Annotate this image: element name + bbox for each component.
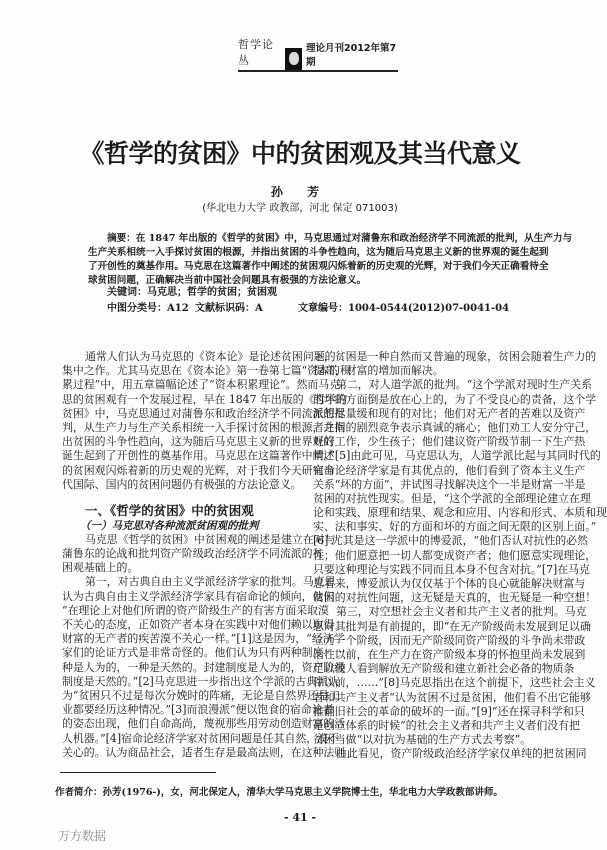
text-line: 宿命论经济学家是有其优点的，他们看到了资本主义生产 xyxy=(313,463,586,477)
paragraph xyxy=(62,532,336,576)
paragraph xyxy=(62,575,346,759)
text-line: 代国际、国内的贫困问题仍有极强的方法论意义。 xyxy=(62,477,302,491)
section-heading: 一、《哲学的贫困》中的贫困观 xyxy=(85,502,254,518)
text-line: 贫困》中，马克思通过对蒲鲁东和政治经济学不同流派的批 xyxy=(62,406,346,420)
text-line: 关心的。认为商品社会，适者生存是最高法则，在这种法则 xyxy=(62,745,346,759)
text-line: 实、法和事实、好的方面和坏的方面之间无限的区别上面。” xyxy=(313,520,597,534)
text-line: 马克思《哲学的贫困》中贫困观的阐述是建立在对与 xyxy=(85,532,336,546)
page-number: - 41 - xyxy=(283,811,317,824)
text-line: “在理论上对他们所谓的资产阶级生产的有害方面采取漠 xyxy=(62,603,329,617)
clc-number: 中图分类号：A12 xyxy=(107,303,189,314)
text-line: 财富的无产者的疾苦漠不关心一样。”[1]这是因为，“经济学 xyxy=(62,632,345,646)
paragraph xyxy=(313,350,597,378)
journal-logo-icon xyxy=(285,48,302,70)
document-code: 文献标识码：A xyxy=(195,303,263,314)
text-line: 为“贫困只不过是每次分娩时的阵痛，无论是自然界还是工 xyxy=(62,688,340,702)
text-line: 者之间的剧烈竞争表示真诚的痛心；他们劝工人安分守己， xyxy=(313,420,597,434)
text-line: 下，贫困是一种自然而又普遍的现象，贫困会随着生产力的 xyxy=(313,350,597,363)
keywords: 关键词：马克思；哲学的贫困；贫困观 xyxy=(107,287,277,298)
text-line: 思对其批判是有前提的，即“在无产阶级尚未发展到足以确 xyxy=(313,619,591,633)
text-line: 论和实践、原理和结果、观念和应用、内容和形式、本质和现 xyxy=(313,506,607,520)
text-line: 集中之作。尤其马克思在《资本论》第一卷第七篇“资本的积 xyxy=(62,364,351,378)
text-line: 人机器。”[4]宿命论经济学家对贫困问题是任其自然，漠不 xyxy=(62,731,339,745)
text-line: 种是人为的，一种是天然的。封建制度是人为的，资产阶级 xyxy=(62,660,346,674)
running-header xyxy=(238,38,398,72)
paper-title: 《哲学的贫困》中的贫困观及其当代意义 xyxy=(79,139,521,168)
text-line: 派想尽量缓和现有的对比；他们对无产者的苦难以及资产 xyxy=(313,406,586,420)
text-line: 情。”[5]由此可见，马克思认为，人道学派比起与其同时代的 xyxy=(313,449,601,463)
body-column-left xyxy=(62,350,351,760)
text-line: 治性以前，在生产力在资产阶级本身的怀抱里尚未发展到 xyxy=(313,647,586,661)
text-line: 者和共产主义者“认为贫困不过是贫困，他们看不出它能够 xyxy=(313,690,591,704)
text-line: 困观基础上的。 xyxy=(62,561,139,575)
text-line: 推翻旧社会的革命的破坏的一面。”[9]“还在探寻科学和只 xyxy=(313,704,585,718)
text-line: 第三，对空想社会主义者和共产主义者的批判。马克 xyxy=(336,605,587,619)
paragraph xyxy=(313,605,596,747)
text-line: 出贫困的斗争性趋向，这为随后马克思主义新的世界观的 xyxy=(62,435,335,449)
text-line: 制度是天然的。”[2]马克思进一步指出这个学派的古典派认 xyxy=(62,674,339,688)
abstract-line: 球贫困问题，正确解决当前中国社会问题具有极强的方法论意义。 xyxy=(88,275,367,286)
text-line: 认为古典自由主义学派经济学家具有宿命论的倾向，他们 xyxy=(62,589,335,603)
text-line: 只要这种理论与实践不同而且本身不包含对抗。”[7]在马克 xyxy=(313,562,590,576)
abstract-line: 摘要：在 1847 年出版的《哲学的贫困》中，马克思通过对蒲鲁东和政治经济学不同流派的批判，从生产力与 xyxy=(107,233,573,244)
text-line: 判，从生产力与生产关系相统一入手探讨贫困的根源，并指 xyxy=(62,420,346,434)
text-line: 的姿态出现，他们自命高尚，蔑视那些用劳动创造财富的活 xyxy=(62,717,346,731)
author-footnote: 作者简介：孙芳(1976-)，女，河北保定人，清华大学马克思主义学院博士生，华北电力大学政教部讲师。 xyxy=(55,787,503,798)
text-line: 思的贫困观有一个发展过程，早在 1847 年出版的《哲学的 xyxy=(62,392,348,406)
text-line: 的贫困观闪烁着新的历史观的光辉，对于我们今天研究当 xyxy=(62,463,335,477)
text-line: 足以使人看到解放无产阶级和建立新社会必备的物质条 xyxy=(313,662,575,676)
abstract-line: 了开创性的奠基作用。马克思在这篇著作中阐述的贫困观闪烁着新的历史观的光辉，对于我们今天正确看待全 xyxy=(88,261,549,272)
text-line: 件以前，……”[8]马克思指出在这个前提下，这些社会主义 xyxy=(313,676,596,690)
paragraph xyxy=(313,747,587,761)
footnote-divider xyxy=(60,772,216,773)
article-number: 文章编号：1004-0544(2012)07-0041-04 xyxy=(298,303,510,314)
text-line: 贫困的对抗性现实。但是，“这个学派的全部理论建立在理 xyxy=(313,491,591,505)
text-line: 家们的论证方式是非常奇怪的。他们认为只有两种制度：一 xyxy=(62,646,346,660)
text-line: 关系“坏的方面”，并试图寻找解决这个一半是财富一半是 xyxy=(313,477,586,491)
text-line: 好好工作，少生孩子；他们建议资产阶级节制一下生产热 xyxy=(313,435,586,449)
subsection-heading: （一）马克思对各种流派贫困观的批判 xyxy=(80,519,259,532)
body-column-right xyxy=(313,350,607,761)
text-line: 业都要经历这种情况。”[3]而浪漫派“便以饱食的宿命论者 xyxy=(62,703,334,717)
text-line: 累过程”中，用五章篇幅论述了“资本积累理论”。然而马克 xyxy=(62,378,341,392)
text-line: 性；他们愿意把一切人都变成资产者；他们愿意实现理论， xyxy=(313,548,597,562)
watermark: 万方数据 xyxy=(58,829,107,843)
text-line: 蒲鲁东的论战和批判资产阶级政治经济学不同流派的贫 xyxy=(62,547,324,561)
text-line: 提高，财富的增加而解决。 xyxy=(313,364,444,378)
text-line: 由此看见，资产阶级政治经济学家仅单纯的把贫困同 xyxy=(336,747,587,761)
text-line: [6] 尤其是这一学派中的博爱派，“他们否认对抗性的必然 xyxy=(313,534,588,548)
text-line: 第一，对古典自由主义学派经济学家的批判。马克思 xyxy=(85,575,336,589)
author-name: 孙 芳 xyxy=(270,185,330,199)
column-name: 哲学论丛 xyxy=(238,38,274,67)
paragraph xyxy=(313,378,607,605)
author-affiliation: (华北电力大学 政教部，河北 保定 071003) xyxy=(202,203,398,214)
text-line: 思看来，博爱派认为仅仅基于个体的良心就能解决财富与 xyxy=(313,577,586,590)
abstract-line: 生产关系相统一入手探讨贫困的根源，并指出贫困的斗争性趋向，这为随后马克思主义新的世界观的诞生起到 xyxy=(88,247,549,258)
text-line: 不关心的态度，正如资产者本身在实践中对他们赖以取得 xyxy=(62,618,335,631)
text-line: 的坏的方面倒是放在心上的，为了不受良心的责备，这个学 xyxy=(313,392,597,406)
text-line: 诞生起到了开创性的奠基作用。马克思在这篇著作中阐述 xyxy=(62,449,335,463)
journal-issue: 理论月刊2012年第7期 xyxy=(306,43,397,68)
text-line: 通常人们认为马克思的《资本论》是论述贫困问题的 xyxy=(85,350,336,363)
text-line: 贫困当做“以对抗为基础的生产方式去考察”。 xyxy=(313,733,532,747)
text-line: 是创立体系的时候”的社会主义者和共产主义者们没有把 xyxy=(313,718,580,732)
text-line: 第二，对人道学派的批判。“这个学派对现时生产关系 xyxy=(336,378,593,392)
abstract xyxy=(88,232,573,288)
text-line: 立为一个阶级，因而无产阶级同资产阶级的斗争尚未带政 xyxy=(313,633,586,647)
text-line: 贫困的对抗性问题，这无疑是天真的，也无疑是一种空想！ xyxy=(313,591,597,605)
paragraph xyxy=(62,350,351,492)
